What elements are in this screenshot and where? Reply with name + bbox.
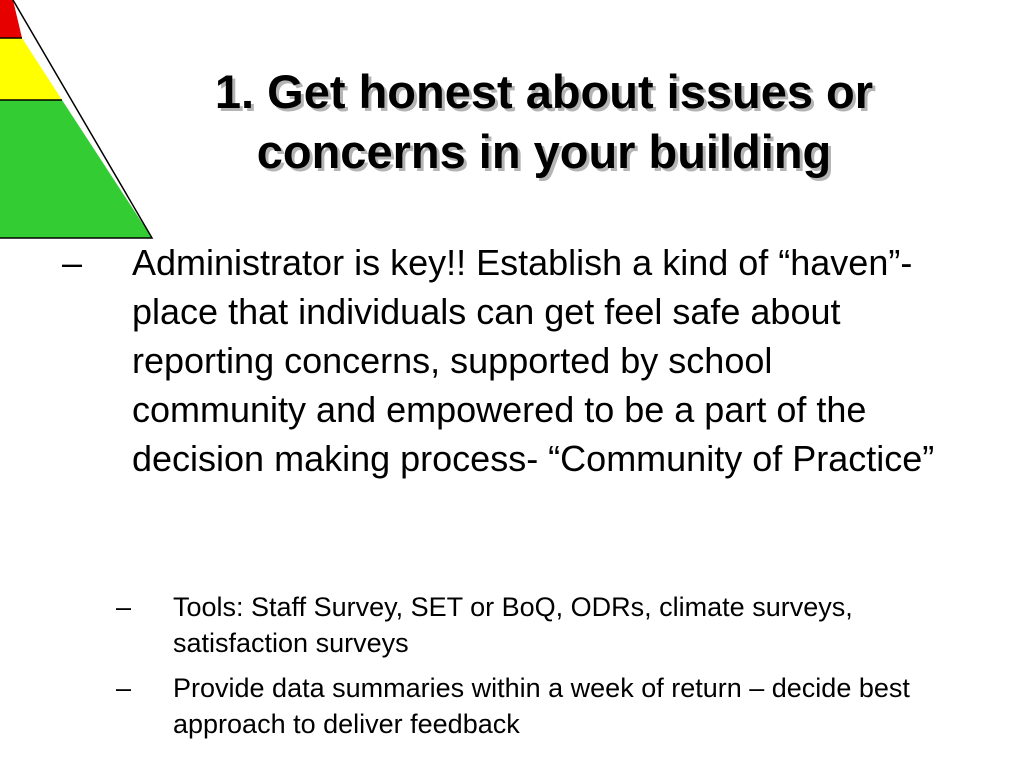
sub-bullet-tools [116, 589, 976, 661]
sub-bullet-text: Provide data summaries within a week of return – decide best approach to deliver feedback [173, 673, 910, 739]
bullet-dash: – [116, 592, 132, 622]
main-bullet-text: Administrator is key!! Establish a kind of “haven”- place that individuals can get feel safe about reporting concerns, supported by school community and empowered to be a part of the decision making process- “Community of Practice” [132, 242, 935, 479]
bullet-dash: – [62, 242, 83, 283]
pyramid-red-tier [0, 0, 22, 38]
main-bullet [62, 238, 962, 483]
title-line-2: concerns in your building [256, 125, 832, 178]
slide-title [120, 62, 968, 182]
bullet-dash: – [116, 673, 132, 703]
title-line-1: 1. Get honest about issues or [214, 65, 874, 118]
sub-bullet-text: Tools: Staff Survey, SET or BoQ, ODRs, climate surveys, satisfaction surveys [173, 592, 853, 658]
sub-bullet-data-summaries [116, 670, 976, 742]
